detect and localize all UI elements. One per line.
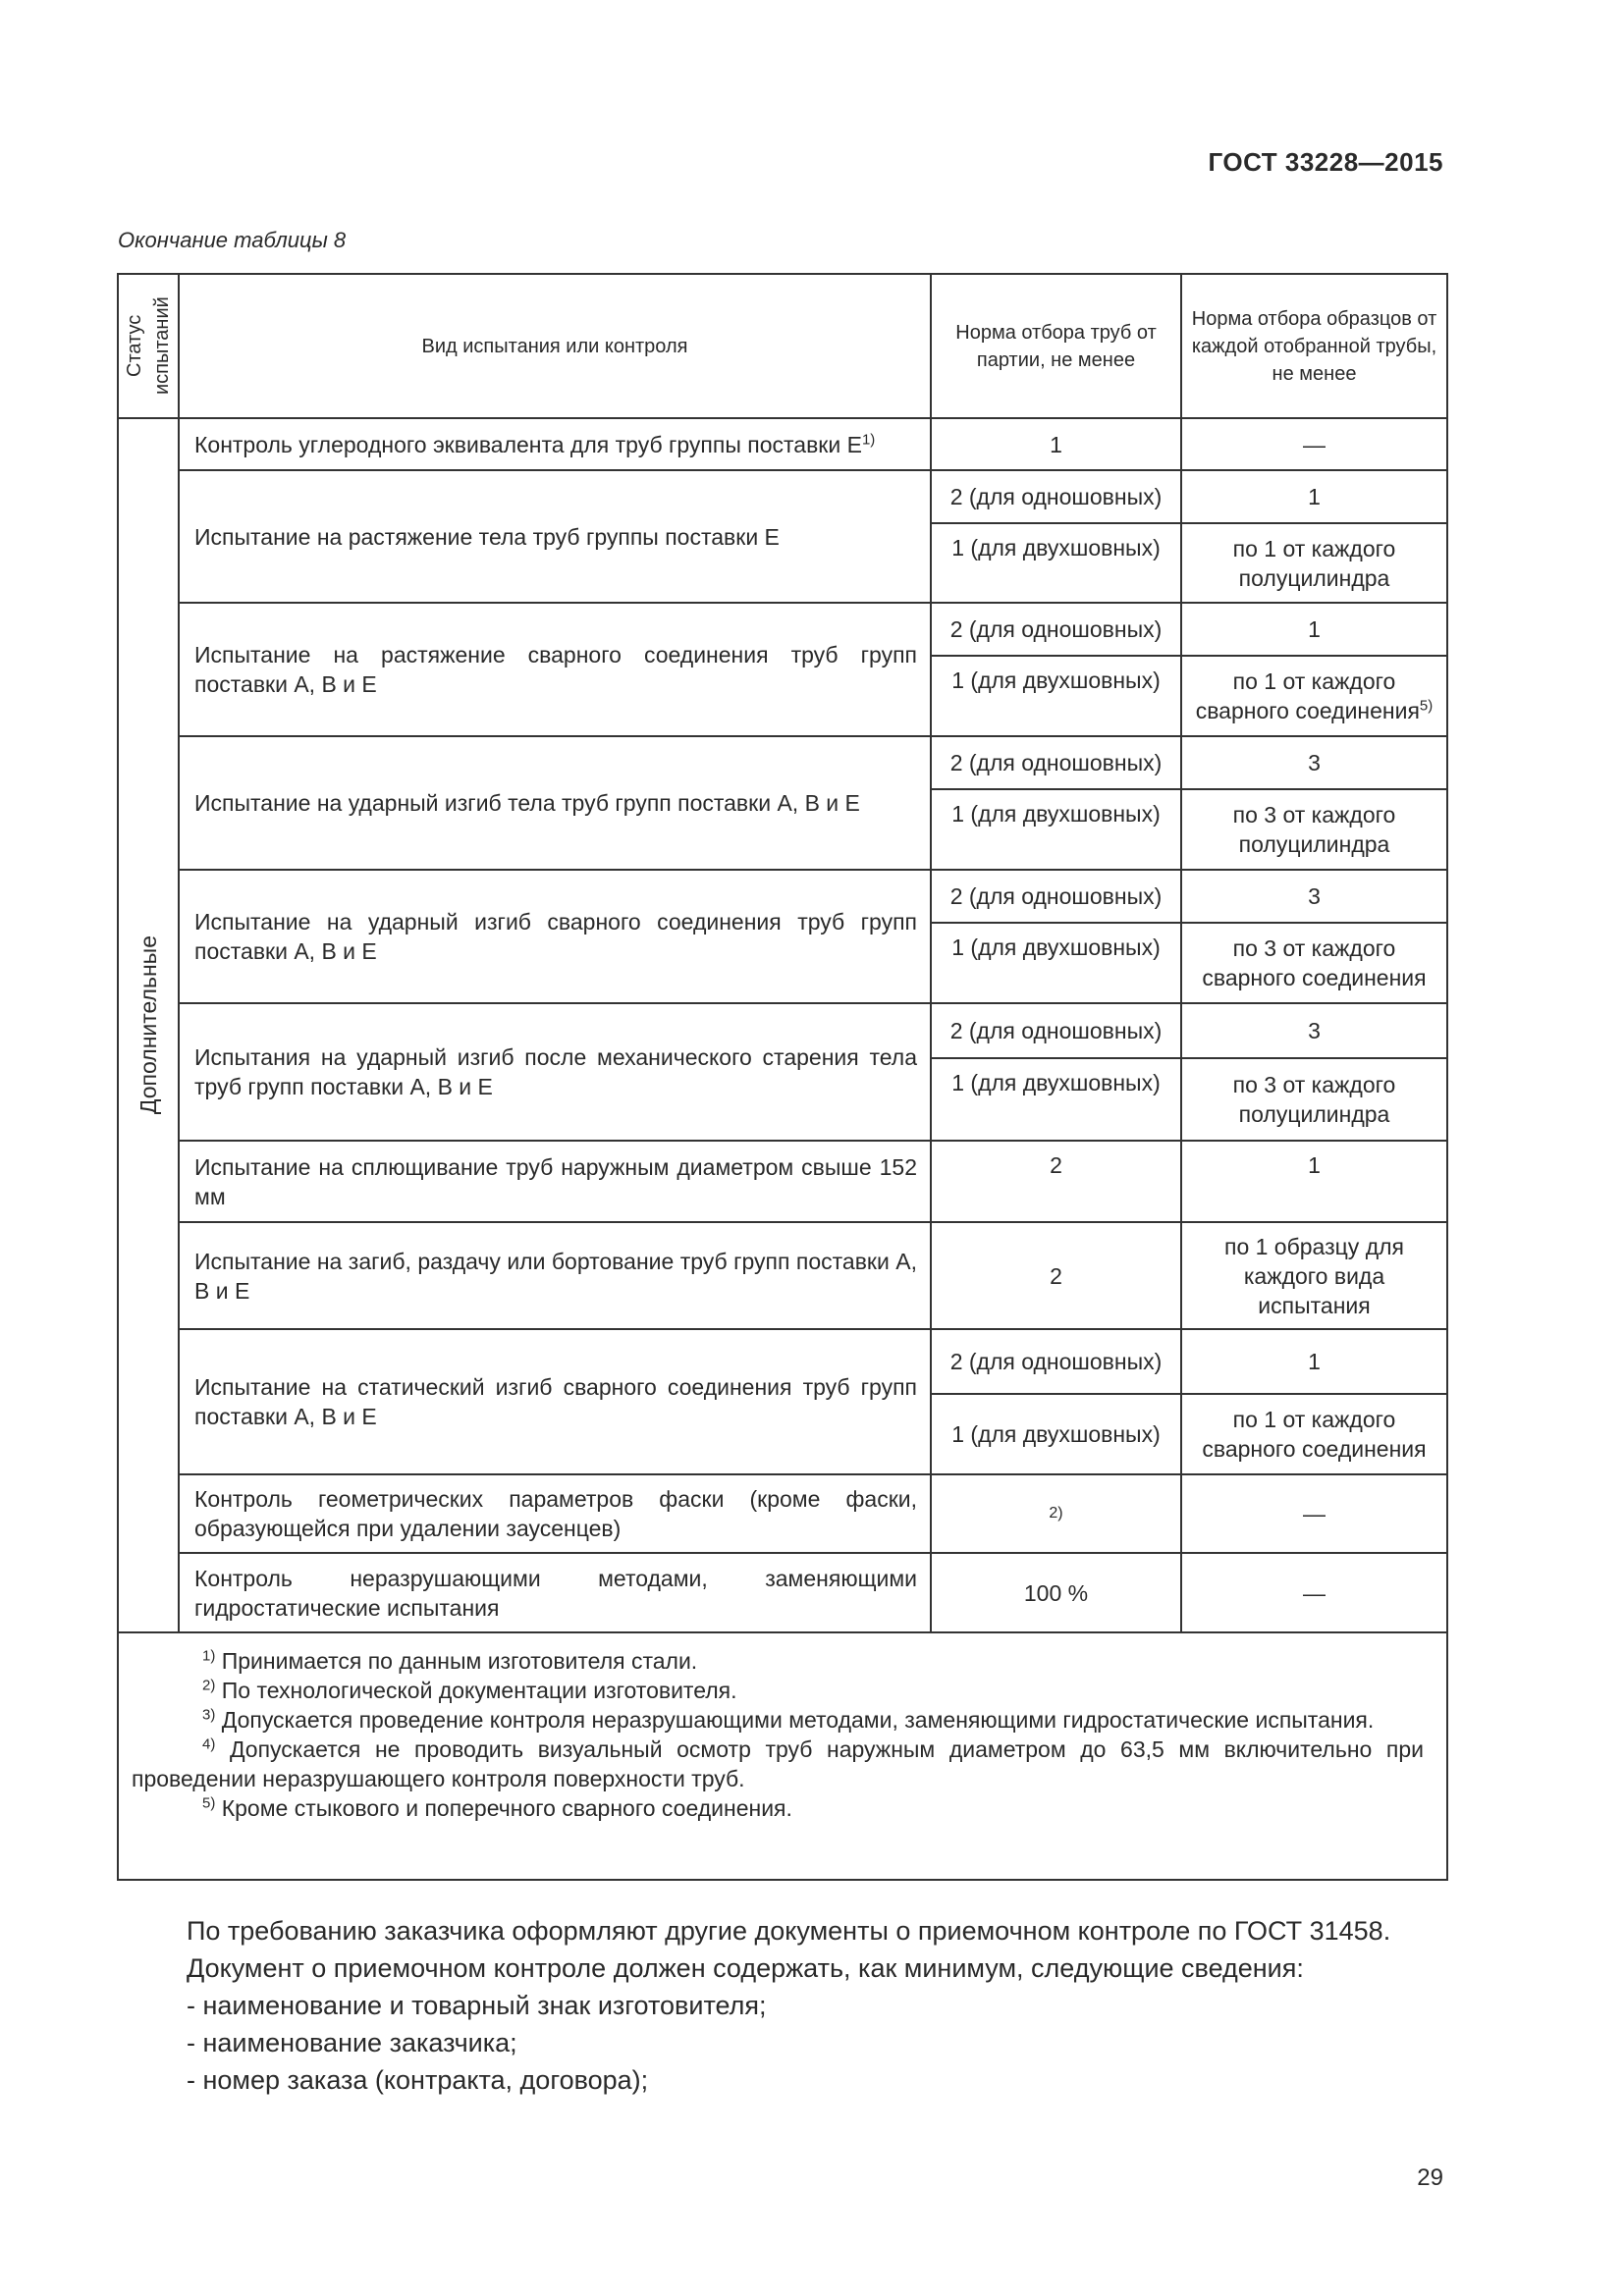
table-cell-pipes: 2 (для одношовных) [949,1349,1163,1374]
table-cell-pipes: 2 (для одношовных) [949,616,1163,642]
list-item: - наименование и товарный знак изготовителя; [187,1991,767,2020]
paragraph: По требованию заказчика оформляют другие документы о приемочном контроле по ГОСТ 31458. [187,1916,1391,1946]
list-item: - наименование заказчика; [187,2028,517,2057]
table-cell-pipes: 2 [1050,1152,1062,1178]
table-cell-pipes: 100 % [1023,1579,1089,1606]
table-cell-samples: по 3 от каждого сварного соединения [1202,935,1427,990]
footnote: $^{4)}$ Допускается не проводить визуальный осмотр труб наружным диаметром до 63,5 мм включительно при проведении неразрушающего контроля поверхности труб. [132,1735,1425,1791]
table-cell-samples: 3 [1308,750,1321,775]
table-cell-samples: — [1303,431,1326,457]
footnote: $^{5)}$ Кроме стыкового и поперечного сварного соединения. [202,1794,792,1821]
body-text [187,1912,1453,2099]
table-cell-pipes: 1 [1050,431,1062,457]
table-row-test: Контроль неразрушающими методами, заменяющими гидростатические испытания [194,1565,917,1621]
table-cell-pipes: 1 (для двухшовных) [951,1070,1161,1095]
table-row-test: Контроль геометрических параметров фаски (кроме фаски, образующейся при удалении заусенцев) [194,1486,917,1541]
table-row-test: Испытание на растяжение тела труб группы поставки Е [194,523,780,550]
standard-header: ГОСТ 33228—2015 [1208,147,1443,177]
table-cell-samples: 1 [1308,484,1321,509]
table-row-test: Испытание на ударный изгиб тела труб групп поставки А, В и Е [194,790,860,816]
table-footnotes [132,1646,1424,1823]
table-cell-samples: — [1303,1579,1326,1606]
table-cell-pipes: 2) [1049,1505,1063,1522]
table-cell-samples: по 1 от каждого полуцилиндра [1232,535,1396,591]
table-cell-samples: по 1 от каждого сварного соединения$^{5)}$ [1195,668,1434,723]
table-cell-samples: по 1 образцу для каждого вида испытания [1223,1233,1404,1318]
table-cell-pipes: 2 (для одношовных) [949,750,1163,775]
group-label: Дополнительные [135,935,161,1115]
table-cell-pipes: 1 (для двухшовных) [951,934,1161,960]
column-header-pipes: Норма отбора труб от партии, не менее [955,321,1157,371]
footnote: $^{2)}$ По технологической документации изготовителя. [202,1677,737,1703]
table-cell-pipes: 2 (для одношовных) [949,1018,1163,1043]
table-cell-samples: 1 [1308,1349,1321,1374]
table-row-test: Испытание на ударный изгиб сварного соединения труб групп поставки А, В и Е [194,909,917,964]
table-cell-pipes: 1 (для двухшовных) [951,801,1161,827]
table-row-test: Испытание на загиб, раздачу или бортование труб групп поставки А, В и Е [194,1248,917,1304]
table-cell-samples: 3 [1308,1018,1321,1043]
table-cell-pipes: 1 (для двухшовных) [951,535,1161,561]
table-row-test: Испытания на ударный изгиб после механического старения тела труб групп поставки А, В и Е [194,1044,917,1099]
table-cell-pipes: 1 (для двухшовных) [951,667,1161,693]
table-cell-samples: по 1 от каждого сварного соединения [1202,1407,1427,1462]
table-cell-pipes: 1 (для двухшовных) [951,1421,1161,1447]
paragraph: Документ о приемочном контроле должен содержать, как минимум, следующие сведения: [187,1953,1304,1983]
table-row-test: Контроль углеродного эквивалента для труб группы поставки $Е^{1)}$ [194,430,876,457]
table-caption: Окончание таблицы 8 [118,228,347,252]
footnote: $^{1)}$ Принимается по данным изготовителя стали. [202,1647,698,1674]
table-cell-samples: по 3 от каждого полуцилиндра [1232,1072,1396,1127]
table-cell-samples: — [1303,1501,1326,1526]
page-number: 29 [1417,2164,1443,2191]
table-cell-pipes: 2 (для одношовных) [949,484,1163,509]
table-row-test: Испытание на растяжение сварного соединения труб групп поставки А, В и Е [194,642,917,697]
footnote: $^{3)}$ Допускается проведение контроля неразрушающими методами, заменяющими гидростатические испытания. [202,1706,1375,1733]
table-cell-pipes: 2 [1050,1262,1062,1289]
column-header-test: Вид испытания или контроля [421,335,688,357]
column-header-status: Статус испытаний [124,296,173,396]
list-item: - номер заказа (контракта, договора); [187,2065,649,2095]
table-cell-samples: 1 [1308,616,1321,642]
table-cell-samples: 3 [1308,883,1321,909]
column-header-samples: Норма отбора образцов от каждой отобранной трубы, не менее [1191,307,1437,385]
table-row-test: Испытание на сплющивание труб наружным диаметром свыше 152 мм [194,1153,917,1209]
table-row-test: Испытание на статический изгиб сварного соединения труб групп поставки А, В и Е [194,1374,917,1429]
table-cell-samples: 1 [1308,1152,1321,1178]
table-cell-pipes: 2 (для одношовных) [949,883,1163,909]
table-cell-samples: по 3 от каждого полуцилиндра [1232,802,1396,857]
